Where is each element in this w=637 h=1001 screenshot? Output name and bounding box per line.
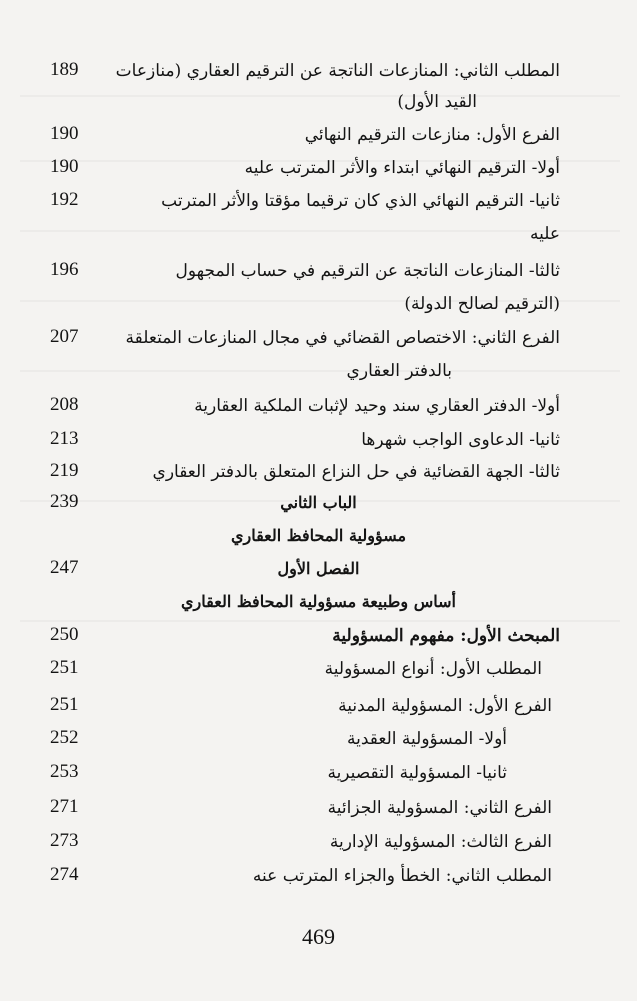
toc-entry (0, 520, 637, 552)
toc-entry-page: 252 (50, 727, 79, 748)
toc-entry (0, 860, 637, 892)
toc-entry-title: الفرع الأول: المسؤولية المدنية (338, 696, 552, 716)
toc-entry-page: 213 (50, 428, 79, 449)
toc-entry-title: ثانيا- الترقيم النهائي الذي كان ترقيما مؤقتا والأثر المترتب (161, 191, 560, 211)
toc-entry-page: 247 (50, 557, 79, 578)
toc-entry (0, 553, 637, 585)
toc-entry (0, 152, 637, 184)
toc-entry-title: المطلب الثاني: الخطأ والجزاء المترتب عنه (252, 866, 552, 886)
toc-entry-page: 208 (50, 394, 79, 415)
toc-entry-title: ثالثا- الجهة القضائية في حل النزاع المتعلق بالدفتر العقاري (152, 462, 560, 482)
toc-entry (0, 424, 637, 456)
toc-entry-title: ثانيا- الدعاوى الواجب شهرها (361, 430, 560, 450)
toc-entry-title: الفرع الأول: منازعات الترقيم النهائي (304, 125, 560, 145)
toc-entry-page: 274 (50, 864, 79, 885)
toc-entry (0, 723, 637, 755)
toc-entry-page: 207 (50, 326, 79, 347)
toc-entry (0, 653, 637, 685)
toc-entry (0, 255, 637, 287)
toc-entry-title: القيد الأول) (397, 92, 477, 112)
toc-entry-page: 219 (50, 460, 79, 481)
toc-entry-page: 251 (50, 694, 79, 715)
toc-entry-page: 273 (50, 830, 79, 851)
toc-entry (0, 119, 637, 151)
toc-entry-title: المطلب الثاني: المنازعات الناتجة عن الترقيم العقاري (منازعات (115, 61, 560, 81)
toc-section-heading: مسؤولية المحافظ العقاري (230, 526, 407, 545)
toc-entry-page: 196 (50, 259, 79, 280)
toc-entry (0, 55, 637, 87)
toc-entry-title: (الترقيم لصالح الدولة) (404, 294, 560, 314)
toc-entry (0, 620, 637, 652)
toc-entry (0, 185, 637, 217)
toc-entry-title: ثانيا- المسؤولية التقصيرية (327, 763, 507, 783)
toc-entry (0, 288, 637, 320)
toc-entry (0, 355, 637, 387)
toc-entry-page: 239 (50, 491, 79, 512)
toc-entry-title: ثالثا- المنازعات الناتجة عن الترقيم في حساب المجهول (175, 261, 560, 281)
toc-entry-title: بالدفتر العقاري (346, 361, 452, 381)
toc-entry-title: أولا- الترقيم النهائي ابتداء والأثر المترتب عليه (244, 158, 560, 178)
toc-entry (0, 757, 637, 789)
toc-entry (0, 826, 637, 858)
toc-entry-page: 192 (50, 189, 79, 210)
toc-entry (0, 792, 637, 824)
toc-entry-page: 251 (50, 657, 79, 678)
toc-entry-page: 253 (50, 761, 79, 782)
toc-entry (0, 586, 637, 618)
toc-section-heading: أساس وطبيعة مسؤولية المحافظ العقاري (181, 592, 456, 611)
toc-entry-page: 271 (50, 796, 79, 817)
toc-entry (0, 390, 637, 422)
toc-entry (0, 322, 637, 354)
toc-entry-page: 190 (50, 123, 79, 144)
toc-entry-title: المبحث الأول: مفهوم المسؤولية (332, 626, 560, 646)
toc-entry (0, 218, 637, 250)
toc-entry-title: المطلب الأول: أنواع المسؤولية (324, 659, 542, 679)
toc-entry-title: عليه (529, 224, 560, 244)
toc-entry-page: 190 (50, 156, 79, 177)
toc-entry-title: أولا- المسؤولية العقدية (347, 729, 507, 749)
toc-entry-page: 250 (50, 624, 79, 645)
toc-entry (0, 86, 637, 118)
toc-entry-title: الفرع الثاني: المسؤولية الجزائية (327, 798, 552, 818)
toc-entry-page: 189 (50, 59, 79, 80)
toc-entry-title: أولا- الدفتر العقاري سند وحيد لإثبات الملكية العقارية (194, 396, 560, 416)
toc-entry (0, 487, 637, 519)
toc-entry (0, 456, 637, 488)
toc-entry (0, 690, 637, 722)
toc-entry-title: الفرع الثاني: الاختصاص القضائي في مجال المنازعات المتعلقة (125, 328, 560, 348)
page-number: 469 (302, 924, 335, 949)
toc-section-heading: الفصل الأول (277, 559, 360, 578)
toc-entry-title: الفرع الثالث: المسؤولية الإدارية (329, 832, 552, 852)
toc-section-heading: الباب الثاني (280, 493, 357, 512)
